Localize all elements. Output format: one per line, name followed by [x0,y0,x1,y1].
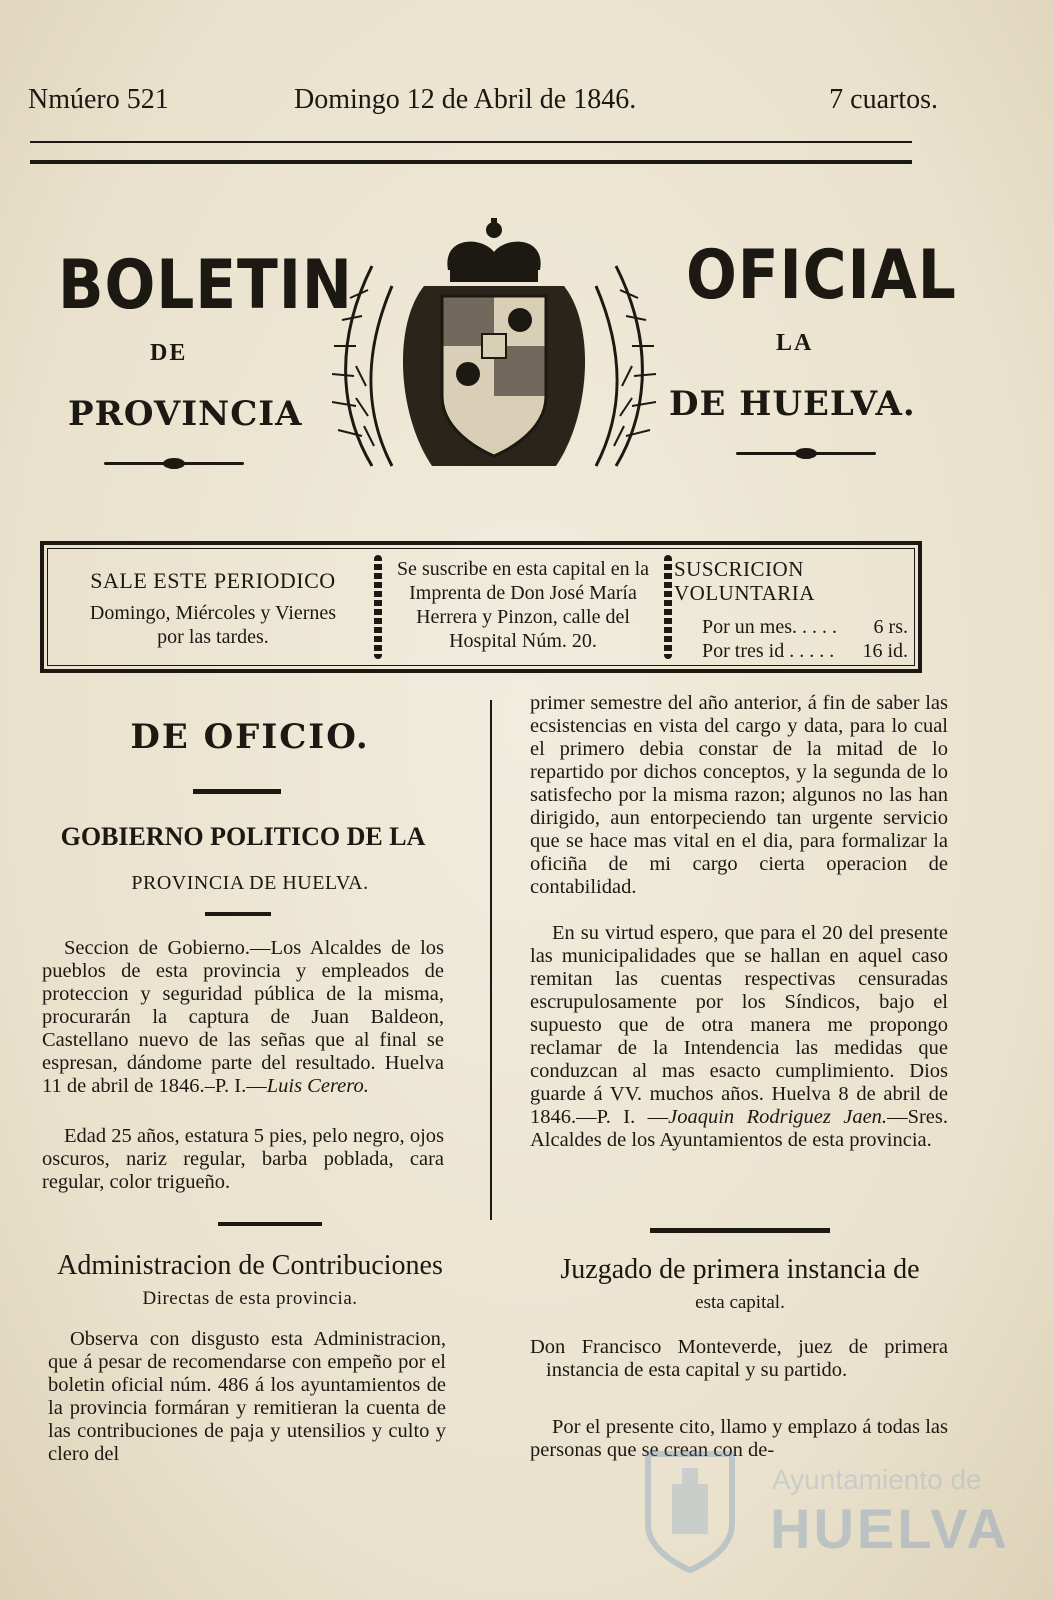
request-addressees: —Sres. Alcaldes de los Ayuntamientos de esta provincia. [530,1106,948,1151]
administracion-heading: Administracion de Contribuciones [57,1250,443,1281]
huelva-shield-icon [642,1444,738,1574]
schedule-days: Domingo, Miércoles y Viernes [89,602,337,624]
issue-date: Domingo 12 de Abril de 1846. [294,84,637,115]
administracion-notice-continued: primer semestre del año anterior, á fin de saber las ecsistencias en vista del cargo y data, para lo cual el primero debia constar de la mitad de lo repartido por dichos conceptos, y la segunda de lo satisfecho por la misma razon; algunos no las han dirigido, aun entorpeciendo tan urgente servicio que se hace mas vital en el dia, para formalizar la oficiña de mi cargo cierta operacion de contabilidad. [530,692,948,898]
gobierno-heading: GOBIERNO POLITICO DE LA [60,822,426,851]
gobierno-subheading: PROVINCIA DE HUELVA. [131,872,369,894]
rates-heading: SUSCRICION VOLUNTARIA [674,557,815,605]
schedule-time: por las tardes. [157,626,269,648]
schedule-heading: SALE ESTE PERIODICO [90,568,336,593]
box-divider [374,555,382,659]
issue-price: 7 cuartos. [829,84,938,115]
administracion-request [530,922,948,1152]
publication-schedule [52,557,374,649]
masthead-la: LA [776,330,814,356]
royal-coat-of-arms-icon [332,216,656,486]
issue-line [28,84,938,124]
notice-signature: Luis Cerero. [266,1075,369,1097]
juzgado-heading: Juzgado de primera instancia de [560,1254,920,1285]
masthead-boletin: BOLETIN [58,246,353,325]
header-rule-thick [30,160,912,164]
rate-label: Por tres id . . . . . [702,640,835,662]
masthead-oficial: OFICIAL [686,236,957,315]
ornament-left [104,462,244,465]
administracion-subheading: Directas de esta provincia. [142,1288,358,1309]
juzgado-summons: Por el presente cito, llamo y emplazo á todas las personas que se crean con de- [530,1416,948,1461]
notice-text: Seccion de Gobierno.—Los Alcaldes de los pueblos de esta provincia y empleados de proteccion y seguridad pública de la misma, procurarán la captura de Juan Baldeon, Castellano nuevo de las señas que al final se espresan, dándome parte del resultado. Huelva 11 de abril de 1846.–P. I.— [42,937,444,1097]
archive-watermark [642,1444,1010,1584]
suspect-description: Edad 25 años, estatura 5 pies, pelo negro, ojos oscuros, nariz regular, barba poblada, cara regular, color trigueño. [42,1125,444,1193]
watermark-line2: HUELVA [770,1497,1010,1560]
section-rule [218,1222,322,1226]
section-title-de-oficio: DE OFICIO. [130,717,370,757]
request-text: En su virtud espero, que para el 20 del presente las municipalidades que se hallan en aquel caso remitan las cuentas respectivas censuradas escrupulosamente por los Síndicos, bajo el supuesto que de otra manera me propongo reclamar de la Intendencia las medidas que conduzcan al mas esacto cumplimiento. Dios guarde á VV. muchos años. Huelva 8 de abril de 1846.—P. I. — [530,922,948,1128]
masthead-de: DE [150,340,188,366]
juzgado-judge [530,1336,948,1382]
rate-label: Por un mes. . . . . [702,616,837,638]
section-rule [193,789,281,794]
administracion-notice: Observa con disgusto esta Administracion, que á pesar de recomendarse con empeño por el boletin oficial núm. 486 á los ayuntamientos de la provincia formáran y remitieran la cuenta de las contribuciones de paja y utensilios y culto y clero del [48,1328,446,1465]
rate-row [674,639,918,663]
rate-value: 6 rs. [873,616,908,638]
judge-text: Don Francisco Monteverde, juez de primera instancia de esta capital y su partido. [530,1336,948,1381]
ornament-right [736,452,876,455]
subscription-address: Se suscribe en esta capital en la Imprenta de Don José María Herrera y Pinzon, calle del Hospital Núm. 20. [396,558,650,652]
subscription-box [40,541,922,673]
masthead-huelva: DE HUELVA. [669,384,916,424]
column-divider [490,700,492,1220]
issue-number: Nmúero 521 [28,84,169,115]
box-divider [664,555,672,659]
juzgado-subheading: esta capital. [695,1292,785,1313]
rate-value: 16 id. [862,640,908,662]
section-rule [650,1228,830,1233]
rate-row [674,615,918,639]
request-signature: Joaquin Rodriguez Jaen. [668,1106,888,1128]
subscription-rates [674,557,918,663]
section-rule [205,912,271,916]
masthead-provincia: PROVINCIA [68,394,303,434]
gobierno-notice [42,937,444,1098]
watermark-line1: Ayuntamiento de [772,1464,982,1495]
header-rule-thin [30,141,912,143]
